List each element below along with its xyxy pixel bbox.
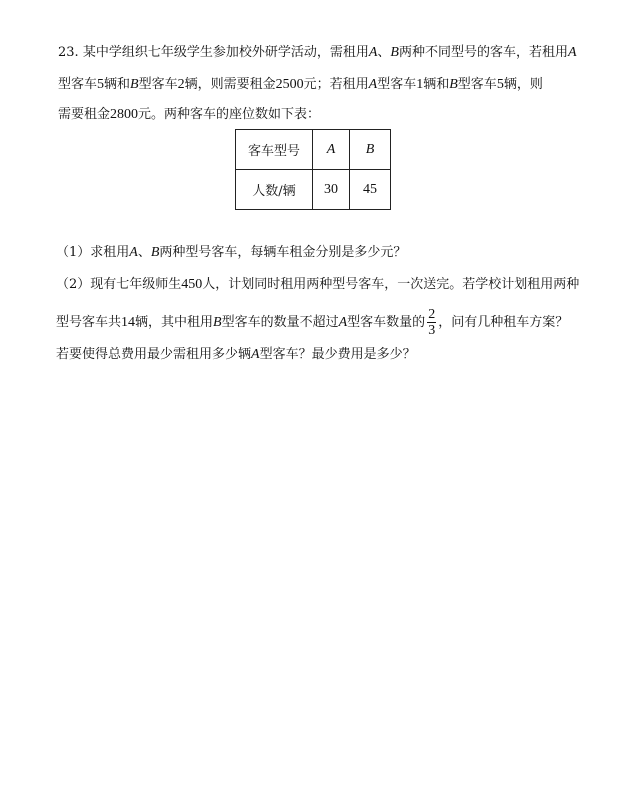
part-1 — [56, 244, 406, 262]
question-line-1 — [58, 44, 577, 62]
text: 辆，则 — [503, 77, 543, 92]
table-cell: 30 — [313, 170, 350, 210]
question-line-3 — [58, 106, 320, 124]
text: 型号客车共 — [56, 315, 122, 330]
number: 2500 — [275, 77, 304, 92]
part-2-line-1 — [56, 276, 579, 294]
table-row — [236, 130, 391, 170]
text: 型客车？最少费用是多少？ — [259, 347, 416, 362]
number: 5 — [496, 77, 504, 92]
table-cell: 45 — [350, 170, 391, 210]
number: 1 — [416, 77, 424, 92]
text: 型客车 — [58, 77, 98, 92]
number: 5 — [97, 77, 105, 92]
number: 14 — [121, 315, 136, 330]
table-cell: 客车型号 — [236, 130, 313, 170]
variable-b: B — [213, 315, 222, 330]
text: （1）求租用 — [56, 245, 130, 260]
text: 辆和 — [104, 77, 131, 92]
text: 辆，其中租用 — [135, 315, 214, 330]
table-cell: B — [350, 130, 391, 170]
text: 型客车的数量不超过 — [221, 315, 339, 330]
text: 若要使得总费用最少需租用多少辆 — [56, 347, 252, 362]
text: 型客车 — [377, 77, 417, 92]
fraction-denominator: 3 — [428, 323, 436, 338]
text: 、 — [377, 45, 391, 60]
table-cell: A — [313, 130, 350, 170]
variable-b: B — [449, 77, 458, 92]
number: 450 — [181, 277, 203, 292]
text: 型客车数量的 — [347, 315, 426, 330]
text: 型客车 — [457, 77, 497, 92]
variable-a: A — [368, 45, 378, 60]
seat-table — [235, 129, 391, 210]
text: 两种不同型号的客车，若租用 — [398, 45, 568, 60]
text: 元。两种客车的座位数如下表： — [138, 107, 321, 122]
question-number: 23. — [58, 45, 79, 60]
table-cell: 人数/辆 — [236, 170, 313, 210]
text: 辆，则需要租金 — [184, 77, 276, 92]
text: （2）现有七年级师生 — [56, 277, 182, 292]
variable-a: A — [338, 315, 348, 330]
part-2-line-2 — [56, 306, 568, 340]
question-line-2 — [58, 76, 543, 94]
variable-b: B — [390, 45, 399, 60]
part-2-line-3 — [56, 346, 416, 364]
number: 2800 — [110, 107, 139, 122]
text: 人，计划同时租用两种型号客车，一次送完。若学校计划租用两种 — [202, 277, 580, 292]
variable-a: A — [129, 245, 138, 260]
variable-a: A — [251, 347, 260, 362]
variable-b: B — [150, 245, 160, 260]
text: ，问有几种租车方案？ — [438, 315, 569, 330]
text: 型客车 — [138, 77, 178, 92]
text: 、 — [137, 245, 151, 260]
fraction-numerator: 2 — [428, 307, 436, 322]
variable-b: B — [130, 77, 139, 92]
variable-a: A — [568, 45, 577, 60]
table-row — [236, 170, 391, 210]
text: 某中学组织七年级学生参加校外研学活动，需租用 — [82, 45, 369, 60]
text: 需要租金 — [58, 107, 111, 122]
text: 两种型号客车，每辆车租金分别是多少元？ — [159, 245, 407, 260]
variable-a: A — [368, 77, 378, 92]
text: 辆和 — [423, 77, 450, 92]
number: 2 — [177, 77, 185, 92]
text: 元；若租用 — [303, 77, 369, 92]
fraction — [427, 307, 436, 338]
